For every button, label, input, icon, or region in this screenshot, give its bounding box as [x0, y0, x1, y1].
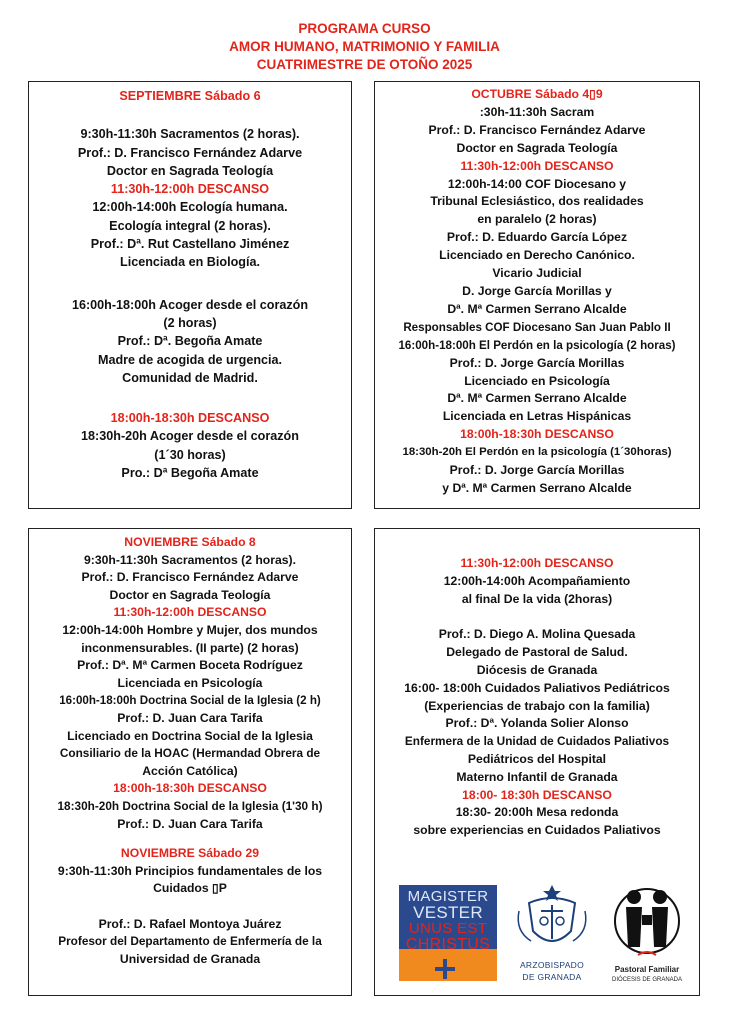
pastoral-familiar-logo [604, 881, 690, 989]
november29-line: Materno Infantil de Granada [456, 769, 618, 784]
october-title: OCTUBRE Sábado 4▯9 [471, 87, 603, 101]
october-line: Prof.: D. Jorge García Morillas [449, 355, 625, 370]
october-line: 12:00h-14:00 COF Diocesano y [447, 176, 627, 191]
magister-vester-logo [399, 885, 497, 981]
september-line: Comunidad de Madrid. [122, 370, 258, 385]
september-line: 18:30h-20h Acoger desde el corazón [81, 429, 299, 444]
september-line: Licenciada en Biología. [120, 255, 260, 270]
november29-line: Enfermera de la Unidad de Cuidados Paliativos [404, 734, 670, 749]
october-line: 18:30h-20h El Perdón en la psicología (1´30horas) [402, 446, 672, 459]
november29-line: 9:30h-11:30h Principios fundamentales de los [57, 863, 323, 878]
october-line: y Dª. Mª Carmen Serrano Alcalde [442, 480, 632, 495]
november8-line: Prof.: D. Juan Cara Tarifa [117, 710, 263, 725]
october-line: D. Jorge García Morillas y [462, 283, 612, 298]
header-title: PROGRAMA CURSO [298, 21, 431, 36]
october-line: 16:00h-18:00h El Perdón en la psicología (2 horas) [398, 338, 676, 352]
september-line: (2 horas) [163, 315, 217, 330]
november8-line: 16:00h-18:00h Doctrina Social de la Iglesia (2 h) [59, 694, 321, 708]
october-line: Dª. Mª Carmen Serrano Alcalde [447, 391, 627, 406]
november29-line: Delegado de Pastoral de Salud. [446, 645, 628, 660]
october-break: 11:30h-12:00h DESCANSO [460, 158, 614, 173]
november29-line: sobre experiencias en Cuidados Paliativos [413, 823, 661, 838]
october-line: Licenciada en Letras Hispánicas [442, 409, 632, 424]
november29-line: 16:00- 18:00h Cuidados Paliativos Pediátricos [404, 680, 670, 695]
october-line: Prof.: D. Eduardo García López [446, 230, 628, 245]
september-line: Doctor en Sagrada Teología [106, 163, 274, 178]
november8-line: 9:30h-11:30h Sacramentos (2 horas). [83, 552, 296, 567]
november8-line: Prof.: Dª. Mª Carmen Boceta Rodríguez [77, 658, 303, 673]
november29-line: (Experiencias de trabajo con la familia) [424, 698, 650, 713]
november8-line: inconmensurables. (II parte) (2 horas) [81, 640, 299, 655]
november29-title: NOVIEMBRE Sábado 29 [120, 846, 260, 861]
october-line: :30h-11:30h Sacram [479, 104, 595, 119]
september-line: Prof.: Dª. Begoña Amate [117, 334, 263, 349]
september-line: Ecología integral (2 horas). [109, 218, 271, 233]
october-line: Tribunal Eclesiástico, dos realidades [430, 194, 644, 209]
november8-line: Licenciada en Psicología [117, 675, 263, 690]
cross-icon [435, 959, 455, 979]
november8-break: 11:30h-12:00h DESCANSO [113, 605, 267, 620]
november8-line: 12:00h-14:00h Hombre y Mujer, dos mundos [62, 622, 318, 637]
september-break: 18:00h-18:30h DESCANSO [110, 411, 270, 426]
october-schedule-box [374, 81, 700, 509]
september-line: 16:00h-18:00h Acoger desde el corazón [71, 297, 309, 312]
october-line: Dª. Mª Carmen Serrano Alcalde [447, 301, 627, 316]
november8-line: Acción Católica) [142, 763, 238, 778]
october-break: 18:00h-18:30h DESCANSO [460, 427, 614, 442]
november29-line: Universidad de Granada [119, 952, 261, 967]
logo-text: VESTER [413, 903, 483, 922]
november8-line: Consiliario de la HOAC (Hermandad Obrera de [59, 746, 321, 761]
september-title: SEPTIEMBRE Sábado 6 [119, 89, 261, 103]
november29-line: 12:00h-14:00h Acompañamiento [443, 573, 631, 588]
october-line: Prof.: D. Jorge García Morillas [449, 463, 625, 478]
october-line: Licenciado en Derecho Canónico. [439, 248, 635, 263]
coat-of-arms-icon [511, 881, 593, 953]
november8-line: Doctor en Sagrada Teología [109, 587, 271, 602]
sponsor-logos [399, 881, 689, 991]
november29-line: Prof.: D. Diego A. Molina Quesada [438, 627, 636, 642]
november29-line: al final De la vida (2horas) [461, 591, 613, 606]
september-schedule-box [28, 81, 352, 509]
november29-line: Diócesis de Granada [476, 662, 598, 677]
november29-line: Pediátricos del Hospital [467, 751, 607, 766]
logo-text: UNUS EST [408, 920, 488, 937]
november29-line: Cuidados ▯P [153, 881, 227, 896]
november29-continued-box [374, 528, 700, 996]
logo-caption: DIÓCESIS DE GRANADA [611, 977, 682, 983]
header-term: CUATRIMESTRE DE OTOÑO 2025 [256, 57, 473, 72]
november8-line: Prof.: D. Francisco Fernández Adarve [81, 570, 299, 585]
november8-line: 18:30h-20h Doctrina Social de la Iglesia (1'30 h) [57, 798, 323, 813]
september-line: (1´30 horas) [154, 447, 226, 462]
september-line: 12:00h-14:00h Ecología humana. [92, 200, 288, 215]
september-line: Pro.: Dª Begoña Amate [121, 466, 259, 481]
logo-caption: DE GRANADA [522, 972, 582, 982]
september-break: 11:30h-12:00h DESCANSO [110, 182, 270, 197]
october-line: Doctor en Sagrada Teología [456, 140, 618, 155]
logo-text: MAGISTER [407, 888, 489, 905]
october-line: Vicario Judicial [492, 266, 582, 281]
september-line: Madre de acogida de urgencia. [97, 352, 283, 367]
october-line: Prof.: D. Francisco Fernández Adarve [428, 122, 646, 137]
september-line: Prof.: D. Francisco Fernández Adarve [77, 145, 303, 160]
arzobispado-logo [511, 881, 593, 989]
november29-break: 18:00- 18:30h DESCANSO [462, 787, 612, 802]
september-line: Prof.: Dª. Rut Castellano Jiménez [90, 237, 290, 252]
october-line: Licenciado en Psicología [464, 373, 610, 388]
september-line: 9:30h-11:30h Sacramentos (2 horas). [80, 127, 300, 142]
november29-line: Profesor del Departamento de Enfermería de la [58, 934, 322, 949]
november29-line: Prof.: D. Rafael Montoya Juárez [98, 916, 282, 931]
november29-line: Prof.: Dª. Yolanda Solier Alonso [445, 716, 629, 731]
november8-line: Licenciado en Doctrina Social de la Iglesia [67, 728, 313, 743]
logo-caption: ARZOBISPADO [519, 960, 585, 970]
document-header [0, 20, 729, 74]
november29-break: 11:30h-12:00h DESCANSO [460, 556, 614, 570]
november29-line: 18:30- 20:00h Mesa redonda [455, 805, 619, 820]
november8-break: 18:00h-18:30h DESCANSO [113, 781, 267, 796]
logo-text: CHRISTUS [405, 936, 491, 953]
family-icon [604, 881, 690, 959]
november8-title: NOVIEMBRE Sábado 8 [124, 535, 256, 549]
logo-caption: Pastoral Familiar [614, 965, 680, 974]
november8-line: Prof.: D. Juan Cara Tarifa [117, 816, 263, 831]
october-line: Responsables COF Diocesano San Juan Pablo II [403, 320, 671, 334]
header-course-name: AMOR HUMANO, MATRIMONIO Y FAMILIA [229, 39, 500, 54]
october-line: en paralelo (2 horas) [477, 212, 597, 227]
november-schedule-box [28, 528, 352, 996]
